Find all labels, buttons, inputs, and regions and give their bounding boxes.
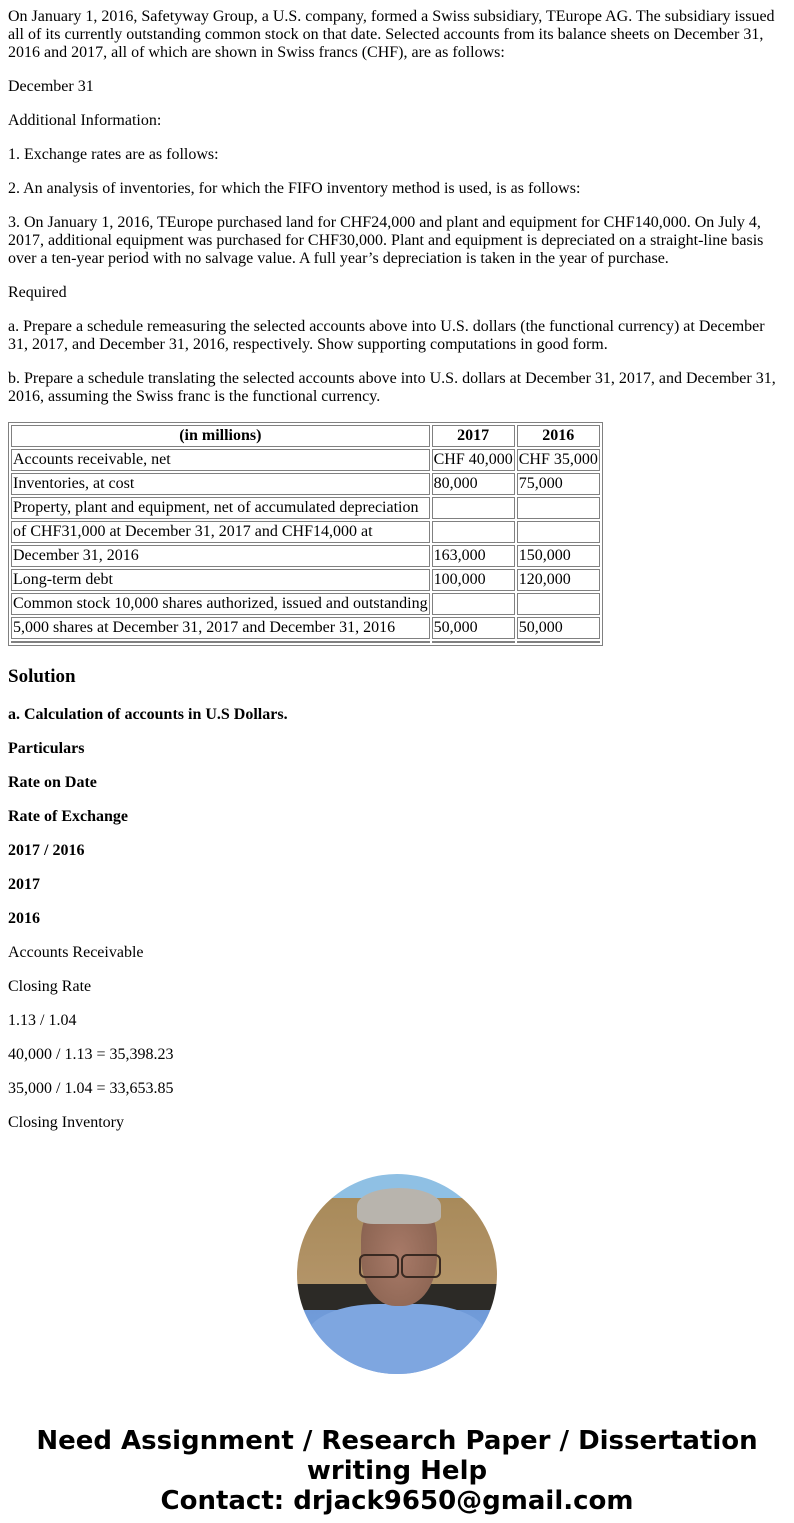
table-cell: Inventories, at cost (11, 473, 430, 495)
table-cell: 75,000 (517, 473, 600, 495)
row-ar-exchange: 1.13 / 1.04 (8, 1012, 77, 1029)
table-cell: 163,000 (432, 545, 515, 567)
solution-title: Solution (8, 666, 76, 687)
table-cell: Accounts receivable, net (11, 449, 430, 471)
col-2016: 2016 (8, 910, 40, 927)
table-cell: 80,000 (432, 473, 515, 495)
promo-line-1: Need Assignment / Research Paper / Dissertation (36, 1426, 758, 1456)
table-cell (517, 521, 600, 543)
table-row (11, 545, 600, 567)
row-ar-label: Accounts Receivable (8, 944, 144, 961)
promo-banner (0, 1426, 794, 1516)
row-inventory-label: Closing Inventory (8, 1114, 124, 1131)
table-cell: CHF 35,000 (517, 449, 600, 471)
table-cell (11, 641, 430, 643)
author-avatar (297, 1174, 497, 1374)
col-particulars: Particulars (8, 740, 85, 757)
solution-subtitle: a. Calculation of accounts in U.S Dollars. (8, 706, 288, 723)
table-cell (517, 593, 600, 615)
table-cell: 50,000 (432, 617, 515, 639)
accounts-table (8, 422, 603, 646)
col-rate-on-date: Rate on Date (8, 774, 97, 791)
requirement-a: a. Prepare a schedule remeasuring the selected accounts above into U.S. dollars (the functional currency) at December 31, 2017, and December 31, 2016, respectively. Show supporting computations in good form. (8, 318, 765, 353)
col-years: 2017 / 2016 (8, 842, 85, 859)
requirement-b: b. Prepare a schedule translating the selected accounts above into U.S. dollars at December 31, 2017, and December 31, 2016, assuming the Swiss franc is the functional currency. (8, 370, 776, 405)
table-cell: 5,000 shares at December 31, 2017 and December 31, 2016 (11, 617, 430, 639)
promo-line-2: writing Help (306, 1456, 488, 1486)
table-row (11, 617, 600, 639)
table-cell (432, 593, 515, 615)
table-cell: December 31, 2016 (11, 545, 430, 567)
table-cell: 100,000 (432, 569, 515, 591)
header-cell: (in millions) (11, 425, 430, 447)
table-cell: Common stock 10,000 shares authorized, issued and outstanding (11, 593, 430, 615)
avatar-shirt (307, 1304, 487, 1374)
table-cell: Long-term debt (11, 569, 430, 591)
table-cell: 120,000 (517, 569, 600, 591)
date-heading: December 31 (8, 78, 94, 95)
table-row (11, 449, 600, 471)
promo-contact: Contact: drjack9650@gmail.com (160, 1486, 634, 1516)
header-cell: 2016 (517, 425, 600, 447)
glasses-icon (355, 1254, 443, 1276)
info-item-1: 1. Exchange rates are as follows: (8, 146, 219, 163)
table-cell (517, 641, 600, 643)
info-item-2: 2. An analysis of inventories, for which the FIFO inventory method is used, is as follows: (8, 180, 581, 197)
table-row (11, 569, 600, 591)
table-cell (517, 497, 600, 519)
row-ar-rate: Closing Rate (8, 978, 92, 995)
table-cell: 150,000 (517, 545, 600, 567)
table-cell (432, 521, 515, 543)
table-row (11, 473, 600, 495)
table-cell: 50,000 (517, 617, 600, 639)
table-row (11, 521, 600, 543)
col-rate-of-exchange: Rate of Exchange (8, 808, 128, 825)
required-heading: Required (8, 284, 67, 301)
avatar-container (0, 1174, 794, 1374)
table-cell: CHF 40,000 (432, 449, 515, 471)
intro-paragraph: On January 1, 2016, Safetyway Group, a U.S. company, formed a Swiss subsidiary, TEurope AG. The subsidiary issued all of its currently outstanding common stock on that date. Selected accounts from its balance sheets on December 31, 2016 and 2017, all of which are shown in Swiss francs (CHF), are as follows: (8, 8, 775, 61)
table-cell (432, 497, 515, 519)
col-2017: 2017 (8, 876, 40, 893)
table-header-row (11, 425, 600, 447)
table-cell: Property, plant and equipment, net of accumulated depreciation (11, 497, 430, 519)
row-ar-2016: 35,000 / 1.04 = 33,653.85 (8, 1080, 174, 1097)
additional-info-heading: Additional Information: (8, 112, 162, 129)
table-empty-row (11, 641, 600, 643)
avatar-hair (357, 1188, 441, 1224)
header-cell: 2017 (432, 425, 515, 447)
table-cell (432, 641, 515, 643)
row-ar-2017: 40,000 / 1.13 = 35,398.23 (8, 1046, 174, 1063)
table-row (11, 593, 600, 615)
table-cell: of CHF31,000 at December 31, 2017 and CHF14,000 at (11, 521, 430, 543)
table-row (11, 497, 600, 519)
info-item-3: 3. On January 1, 2016, TEurope purchased land for CHF24,000 and plant and equipment for CHF140,000. On July 4, 2017, additional equipment was purchased for CHF30,000. Plant and equipment is depreciated on a straight-line basis over a ten-year period with no salvage value. A full year’s depreciation is taken in the year of purchase. (8, 214, 764, 267)
